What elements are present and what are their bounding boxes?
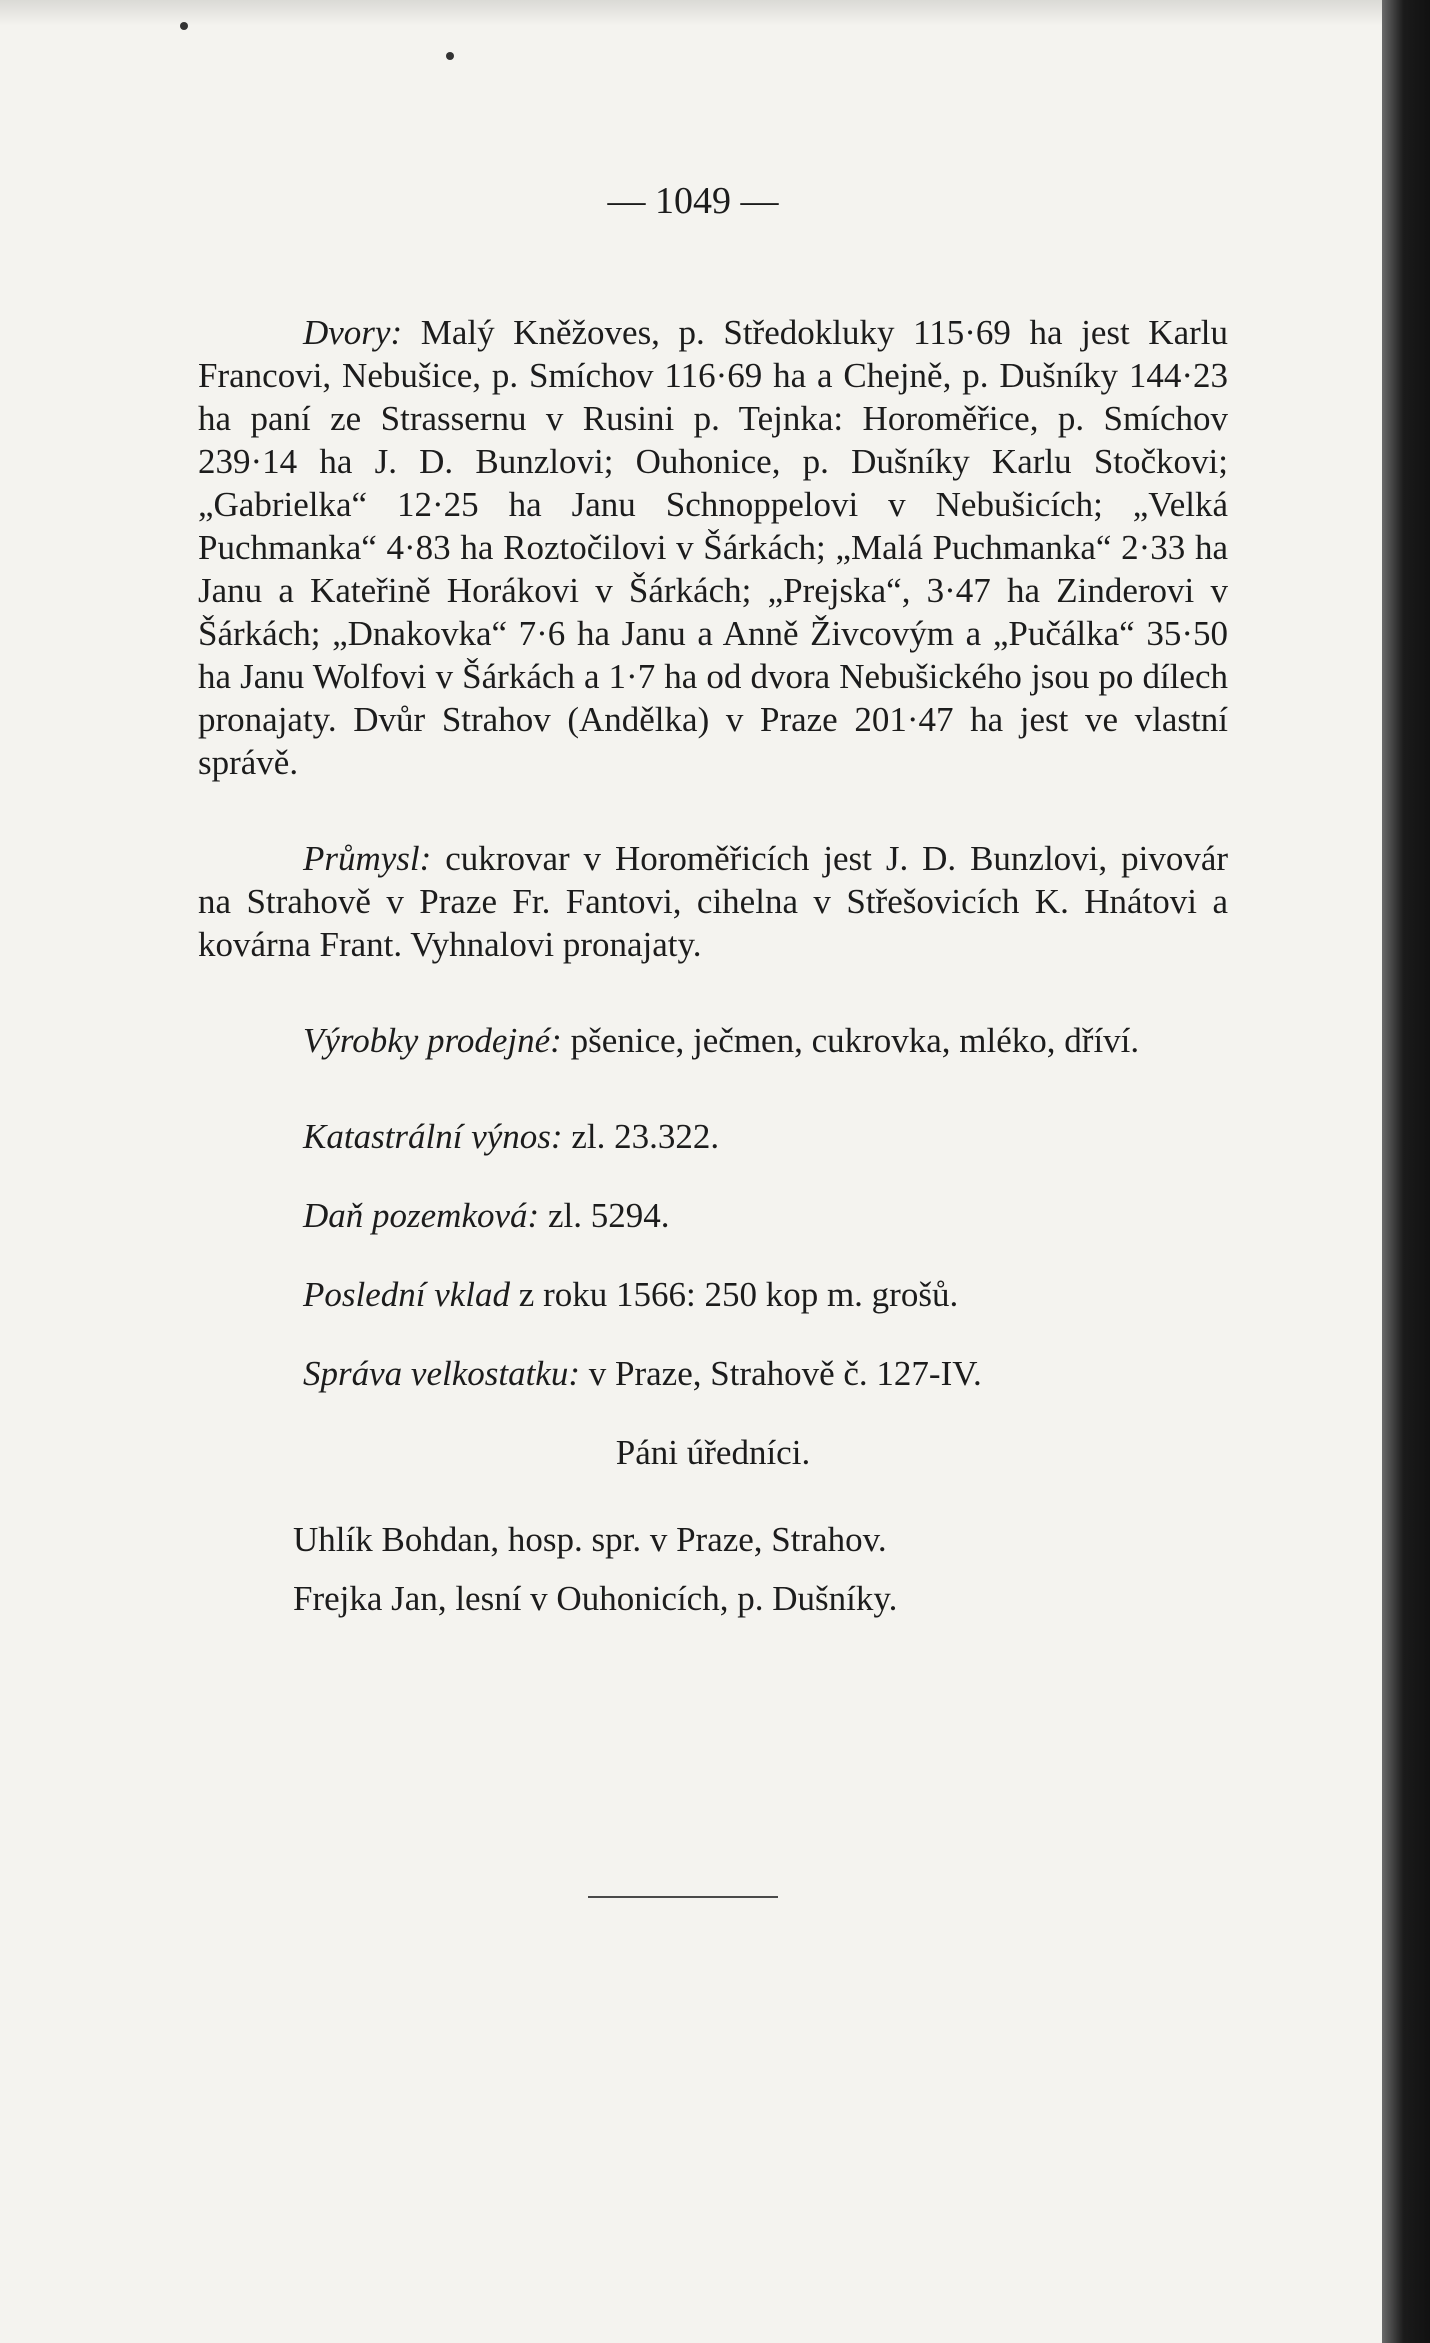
page-number: — 1049 — bbox=[607, 180, 779, 222]
paragraph-text: pšenice, ječmen, cukrovka, mléko, dříví. bbox=[570, 1021, 1140, 1060]
paragraph-label: Dvory: bbox=[303, 313, 403, 352]
paragraph-posledni-vklad bbox=[198, 1273, 1228, 1316]
paragraph-label: Daň pozemková: bbox=[303, 1196, 540, 1235]
paragraph-sprava-velkostatku bbox=[198, 1352, 1228, 1395]
speck bbox=[446, 52, 454, 60]
paragraph-label: Výrobky prodejné: bbox=[303, 1021, 562, 1060]
page-top-shadow bbox=[0, 0, 1430, 26]
staff-entry: Uhlík Bohdan, hosp. spr. v Praze, Strahov. bbox=[293, 1520, 887, 1559]
paragraph-label: Katastrální výnos: bbox=[303, 1117, 563, 1156]
end-rule bbox=[588, 1896, 778, 1898]
paragraph-text: z roku 1566: 250 kop m. grošů. bbox=[518, 1275, 959, 1314]
paragraph-label: Průmysl: bbox=[303, 839, 432, 878]
speck bbox=[180, 22, 188, 30]
paragraph-text: Malý Kněžoves, p. Středokluky 115·69 ha jest Karlu Francovi, Nebušice, p. Smíchov 116·69 ha a Chejně, p. Dušníky 144·23 ha paní ze Strassernu v Rusini p. Tejnka: Horoměřice, p. Smíchov 239·14 ha J. D. Bunzlovi; Ouhonice, p. Dušníky Karlu Stočkovi; „Gabrielka“ 12·25 ha Janu Schnoppelovi v Nebušicích; „Velká Puchmanka“ 4·83 ha Roztočilovi v Šárkách; „Malá Puchmanka“ 2·33 ha Janu a Kateřině Horákovi v Šárkách; „Prejska“, 3·47 ha Zinderovi v Šárkách; „Dnakovka“ 7·6 ha Janu a Anně Živcovým a „Pučálka“ 35·50 ha Janu Wolfovi v Šárkách a 1·7 ha od dvora Nebušického jsou po dílech pronajaty. Dvůr Strahov (Andělka) v Praze 201·47 ha jest ve vlastní správě. bbox=[198, 313, 1229, 782]
paragraph-dan-pozemkova bbox=[198, 1194, 1228, 1237]
staff-heading: Páni úředníci. bbox=[615, 1433, 811, 1472]
paragraph-katastralni-vynos bbox=[198, 1115, 1228, 1158]
paragraph-text: v Praze, Strahově č. 127-IV. bbox=[588, 1354, 982, 1393]
paragraph-dvory bbox=[198, 311, 1228, 784]
paragraph-vyrobky bbox=[198, 1019, 1228, 1062]
paragraph-text: zl. 23.322. bbox=[571, 1117, 720, 1156]
page-text bbox=[198, 180, 1228, 1636]
paragraph-prumysl bbox=[198, 837, 1228, 966]
paragraph-label: Správa velkostatku: bbox=[303, 1354, 580, 1393]
paragraph-text: zl. 5294. bbox=[547, 1196, 670, 1235]
paragraph-label: Poslední vklad bbox=[303, 1275, 511, 1314]
paragraph-text: cukrovar v Horoměřicích jest J. D. Bunzlovi, pivovár na Strahově v Praze Fr. Fantovi, cihelna v Střešovicích K. Hnátovi a kovárna Frant. Vyhnalovi pronajaty. bbox=[198, 839, 1229, 964]
staff-entry: Frejka Jan, lesní v Ouhonicích, p. Dušníky. bbox=[293, 1579, 898, 1618]
scan-dark-edge bbox=[1382, 0, 1430, 2343]
